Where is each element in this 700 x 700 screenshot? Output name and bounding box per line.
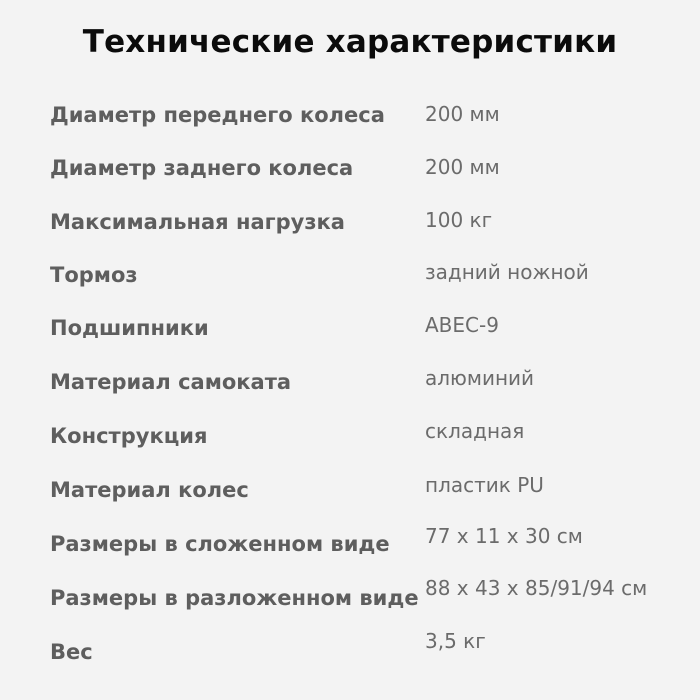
spec-row (0, 629, 700, 680)
spec-value: 200 мм (425, 155, 500, 179)
spec-label: Подшипники (50, 316, 209, 340)
spec-value: 77 x 11 x 30 см (425, 524, 583, 548)
spec-label: Диаметр переднего колеса (50, 103, 385, 127)
spec-label: Максимальная нагрузка (50, 210, 345, 234)
spec-row (0, 156, 700, 196)
spec-value: складная (425, 419, 525, 443)
spec-label: Вес (50, 640, 93, 664)
spec-row (0, 473, 700, 518)
spec-label: Тормоз (50, 263, 138, 287)
spec-label: Материал колес (50, 478, 249, 502)
spec-value: ABEC-9 (425, 313, 499, 337)
spec-row (0, 103, 700, 143)
spec-label: Размеры в разложенном виде (50, 586, 419, 610)
spec-value: 88 x 43 x 85/91/94 см (425, 576, 648, 600)
spec-row (0, 524, 700, 572)
spec-row (0, 366, 700, 410)
page-title: Технические характеристики (82, 24, 618, 60)
spec-value: алюминий (425, 366, 535, 390)
spec-label: Размеры в сложенном виде (50, 532, 390, 556)
spec-row (0, 210, 700, 250)
spec-row (0, 419, 700, 464)
spec-row (0, 313, 700, 356)
spec-label: Конструкция (50, 424, 208, 448)
spec-value: задний ножной (425, 260, 589, 284)
spec-label: Диаметр заднего колеса (50, 156, 354, 180)
spec-value: 200 мм (425, 102, 500, 126)
spec-value: 100 кг (425, 208, 493, 232)
spec-value: 3,5 кг (425, 629, 486, 653)
spec-value: пластик PU (425, 473, 544, 497)
spec-label: Материал самоката (50, 370, 292, 394)
spec-row (0, 576, 700, 626)
spec-row (0, 260, 700, 303)
